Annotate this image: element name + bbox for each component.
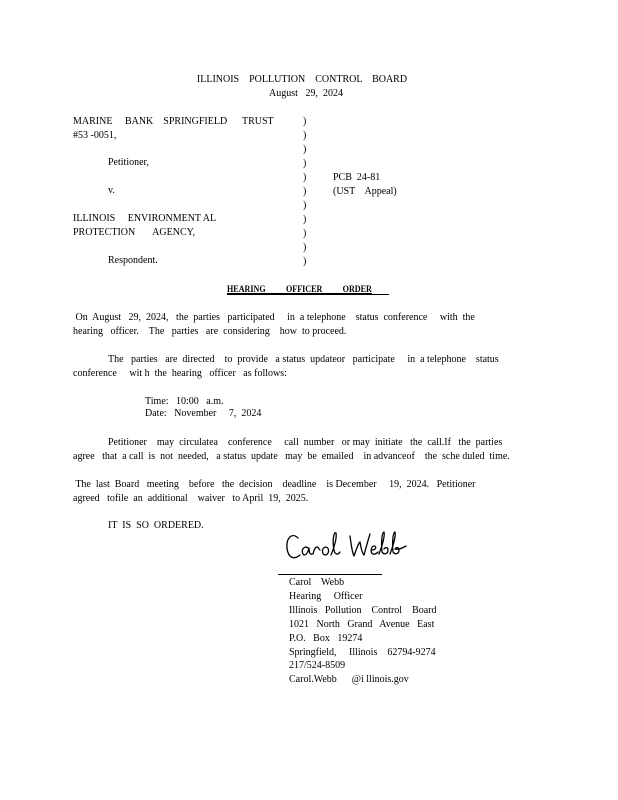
caption-paren: ) — [303, 186, 307, 197]
petitioner-name-line1: MARINE BANK SPRINGFIELD TRUST — [73, 116, 274, 127]
caption-paren: ) — [303, 144, 307, 155]
closing-statement: IT IS SO ORDERED. — [108, 520, 204, 531]
conference-date: Date: November 7, 2024 — [145, 408, 262, 419]
order-title-underline — [227, 294, 389, 295]
respondent-name-line2: PROTECTION AGENCY, — [73, 227, 196, 238]
signer-phone: 217/524-8509 — [289, 660, 346, 671]
paragraph-4-line-2: agreed tofile an additional waiver to April 19, 2025. — [73, 493, 309, 504]
order-date: August 29, 2024 — [269, 88, 343, 99]
board-name: ILLINOIS POLLUTION CONTROL BOARD — [196, 74, 408, 85]
paragraph-2-line-2: conference wit h the hearing officer as follows: — [73, 368, 287, 379]
paragraph-3-line-1: Petitioner may circulatea conference call number or may initiate the call.If the parties — [108, 437, 503, 448]
paragraph-4-line-1: The last Board meeting before the decision deadline is December 19, 2024. Petitioner — [73, 479, 476, 490]
caption-paren: ) — [303, 200, 307, 211]
paragraph-1-line-1: On August 29, 2024, the parties participated in a telephone status conference with the — [73, 312, 475, 323]
petitioner-name-line2: #53 -0051, — [73, 130, 117, 141]
caption-paren: ) — [303, 158, 307, 169]
signer-city: Springfield, Illinois 62794-9274 — [289, 647, 436, 658]
handwritten-signature — [284, 528, 414, 566]
case-number: PCB 24-81 — [333, 172, 381, 183]
caption-paren: ) — [303, 214, 307, 225]
caption-paren: ) — [303, 256, 307, 267]
petitioner-role: Petitioner, — [108, 157, 149, 168]
paragraph-1-line-2: hearing officer. The parties are considering how to proceed. — [73, 326, 347, 337]
caption-paren: ) — [303, 172, 307, 183]
signer-organization: Illinois Pollution Control Board — [289, 605, 437, 616]
respondent-name-line1: ILLINOIS ENVIRONMENT AL — [73, 213, 217, 224]
paragraph-2-line-1: The parties are directed to provide a status updateor participate in a telephone status — [108, 354, 499, 365]
respondent-role: Respondent. — [108, 255, 158, 266]
caption-paren: ) — [303, 116, 307, 127]
caption-paren: ) — [303, 130, 307, 141]
order-title: HEARING OFFICER ORDER — [227, 284, 372, 294]
signer-name: Carol Webb — [289, 577, 345, 588]
versus-label: v. — [108, 185, 115, 196]
caption-paren: ) — [303, 242, 307, 253]
signature-line — [278, 574, 382, 575]
conference-time: Time: 10:00 a.m. — [145, 396, 224, 407]
case-type: (UST Appeal) — [333, 186, 397, 197]
signer-address-line1: 1021 North Grand Avenue East — [289, 619, 435, 630]
signer-title: Hearing Officer — [289, 591, 363, 602]
paragraph-3-line-2: agree that a call is not needed, a status update may be emailed in advanceof the sche duled time. — [73, 451, 510, 462]
signer-address-line2: P.O. Box 19274 — [289, 633, 363, 644]
signer-email: Carol.Webb @i llinois.gov — [289, 674, 409, 685]
caption-paren: ) — [303, 228, 307, 239]
